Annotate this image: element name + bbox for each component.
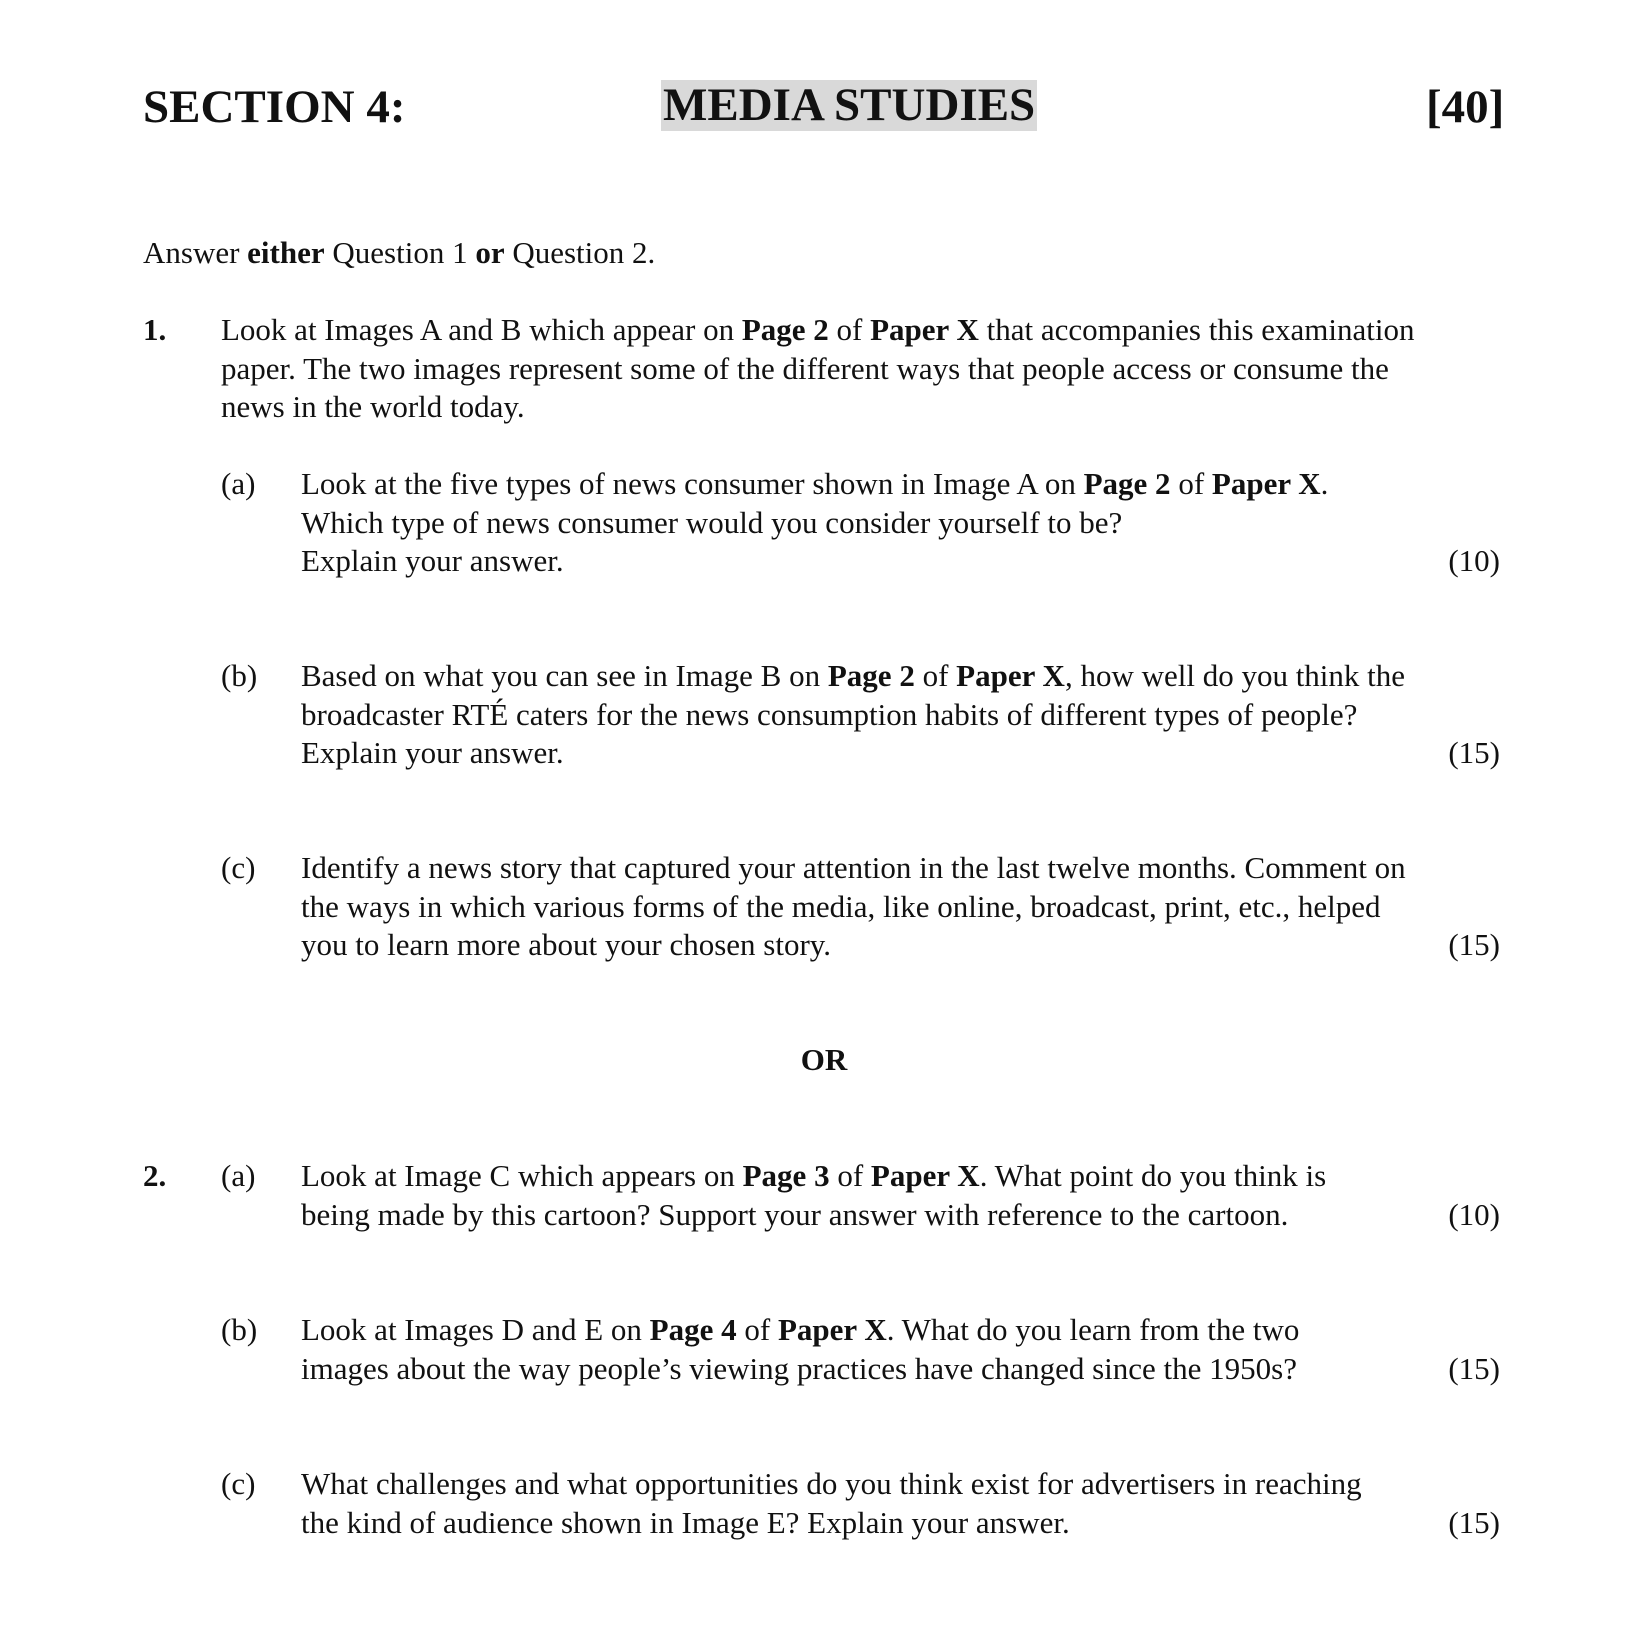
instruction: Answer either Question 1 or Question 2.	[143, 235, 656, 270]
section-label: SECTION 4:	[143, 81, 406, 133]
q2-a-label: (a)	[221, 1158, 256, 1193]
or-divider: OR	[800, 1042, 848, 1077]
section-marks: [40]	[1426, 81, 1505, 133]
q2-b-text: Look at Images D and E on Page 4 of Paper X. What do you learn from the two images about the way people’s viewing practices have changed since the 1950s?	[301, 1312, 1300, 1386]
question-2-number: 2.	[143, 1158, 167, 1193]
q1-c-marks: (15)	[1448, 927, 1500, 962]
q2-b-marks: (15)	[1448, 1351, 1500, 1386]
q2-b-label: (b)	[221, 1312, 258, 1347]
q2-c-marks: (15)	[1448, 1505, 1500, 1540]
section-title: MEDIA STUDIES	[663, 79, 1036, 131]
question-1-intro: Look at Images A and B which appear on Page 2 of Paper X that accompanies this examination paper. The two images represent some of the different ways that people access or consume the news in the world today.	[221, 312, 1415, 424]
q1-b-marks: (15)	[1448, 735, 1500, 770]
q2-c-label: (c)	[221, 1466, 256, 1501]
q1-a-label: (a)	[221, 466, 256, 501]
q1-a-marks: (10)	[1448, 543, 1500, 578]
q1-b-text: Based on what you can see in Image B on Page 2 of Paper X, how well do you think the broadcaster RTÉ caters for the news consumption habits of different types of people? Explain your answer.	[301, 658, 1406, 770]
q1-a-text: Look at the five types of news consumer shown in Image A on Page 2 of Paper X. Which type of news consumer would you consider yourself to be? Explain your answer.	[301, 466, 1329, 578]
q2-a-marks: (10)	[1448, 1197, 1500, 1232]
question-1-number: 1.	[143, 312, 167, 347]
q2-a-text: Look at Image C which appears on Page 3 of Paper X. What point do you think is being made by this cartoon? Support your answer with reference to the cartoon.	[301, 1158, 1327, 1232]
q1-c-label: (c)	[221, 850, 256, 885]
q2-c-text: What challenges and what opportunities do you think exist for advertisers in reaching the kind of audience shown in Image E? Explain your answer.	[301, 1466, 1362, 1540]
q1-c-text: Identify a news story that captured your attention in the last twelve months. Comment on the ways in which various forms of the media, like online, broadcast, print, etc., helped you to learn more about your chosen story.	[301, 850, 1406, 962]
q1-b-label: (b)	[221, 658, 258, 693]
